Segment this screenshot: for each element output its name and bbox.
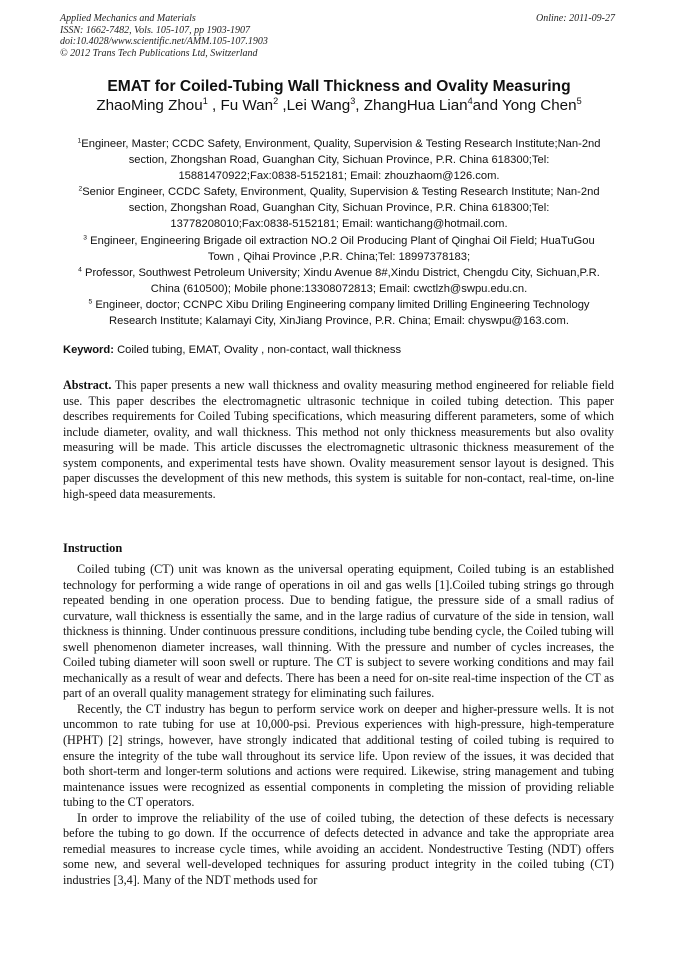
author-sup: 2 — [273, 95, 279, 106]
author-name: ZhaoMing Zhou — [96, 97, 203, 114]
affiliation — [70, 265, 608, 297]
author-name: Fu Wan — [220, 97, 274, 114]
affiliation — [70, 297, 608, 329]
author-sup: 5 — [576, 95, 582, 106]
affiliation-number: 4 — [78, 266, 82, 274]
author-sep: , — [278, 97, 287, 114]
author-sup: 3 — [350, 95, 356, 106]
abstract-text: This paper presents a new wall thickness and ovality measuring method engineered for reliable field use. This paper describes the electromagnetic ultrasonic technique in coiled tubing detection. This paper describes requirements for Coiled Tubing specifications, which measuring different parameters, some of which include diameter, ovality, and wall thickness. This method not only thickness measurements but also ovality measuring will be made. This article discusses the electromagnetic ultrasonic thickness measurement of the system components, and experimental tests have shown. Ovality measurement sensor layout is designed. This paper discusses the development of this new methods, this system is suitable for non-contact, real-time, on-line high-speed data measurements. — [63, 378, 614, 501]
keywords — [63, 344, 401, 356]
issn-line: ISSN: 1662-7482, Vols. 105-107, pp 1903-1907 — [60, 24, 250, 36]
author-name: ZhangHua Lian — [363, 97, 468, 114]
doi-line: doi:10.4028/www.scientific.net/AMM.105-107.1903 — [60, 36, 268, 47]
author-sup: 1 — [202, 95, 208, 106]
affiliation-number: 2 — [78, 185, 83, 193]
publication-meta — [60, 13, 268, 59]
affiliation-text: Senior Engineer, CCDC Safety, Environment, Quality, Supervision & Testing Research Institute; Nan-2nd section, Zhongshan Road, Guanghan City, Sichuan Province, P.R. China 618300;Tel: 13778208010;Fax:0838-5152181; Email: wantichang@hotmail.com. — [82, 186, 600, 231]
journal-name: Applied Mechanics and Materials — [60, 13, 196, 24]
section-heading: Instruction — [63, 541, 123, 555]
abstract-label: Abstract. — [63, 378, 112, 392]
author-name: Lei Wang — [286, 97, 351, 114]
author-sep: , — [355, 97, 364, 114]
affiliations — [70, 136, 608, 329]
affiliation — [70, 184, 608, 232]
author-sup: 4 — [467, 95, 473, 106]
affiliation-number: 3 — [83, 233, 88, 241]
paragraph: Coiled tubing (CT) unit was known as the universal operating equipment, Coiled tubing is an established technology for performing a wide range of operations in oil and gas wells [1].Coiled tubing strings go through repeated bending in one operation process. Due to bending fatigue, the pressure side of a small radius of curvature, wall thickness is essentially the same, and in the large radius of curvature of the side in tension, wall thickness is thinning. Under continuous pressure conditions, including tube bending cycle, the Coiled tubing will swell phenomenon diameter increases, wall thinning. With the pressure and number of cycles increases, the Coiled tubing diameter will soon swell or rupture. The CT is subject to severe working conditions and may fail mechanically as a result of wear and defects. There has been a need for on-site real-time inspection of the CT as part of an overall quality management strategy for eliminating such failures. — [63, 562, 614, 701]
author-name: Yong Chen — [501, 97, 577, 114]
online-date: Online: 2011-09-27 — [536, 13, 615, 24]
affiliation-text: Engineer, Master; CCDC Safety, Environment, Quality, Supervision & Testing Research Institute;Nan-2nd section, Zhongshan Road, Guanghan City, Sichuan Province, P.R. China 618300;Tel: 15881470922;Fax:0838-5152181; Email: zhouzhaom@126.com. — [81, 138, 601, 183]
body-text — [63, 562, 614, 888]
author-list — [0, 97, 678, 114]
affiliation-text: Professor, Southwest Petroleum University; Xindu Avenue 8#,Xindu District, Chengdu City, Sichuan,P.R. China (610500); Mobile phone:13308072813; Email: cwctlzh@swpu.edu.cn. — [81, 266, 600, 295]
affiliation-number: 1 — [77, 137, 82, 145]
paper-title: EMAT for Coiled-Tubing Wall Thickness and Ovality Measuring — [107, 78, 571, 95]
author-sep: and — [472, 97, 502, 114]
keyword-label: Keyword: — [63, 344, 114, 356]
keyword-text: Coiled tubing, EMAT, Ovality , non-contact, wall thickness — [113, 344, 402, 356]
affiliation — [70, 136, 608, 184]
affiliation — [70, 233, 608, 265]
paragraph: In order to improve the reliability of the use of coiled tubing, the detection of these defects is necessary before the tubing to go down. If the occurrence of defects detected in advance and take the appropriate area remedial measures to increase cycle times, while avoiding an accident. Nondestructive Testing (NDT) offers some new, and several well-developed techniques for assuring product integrity in the coiled tubing (CT) industries [3,4]. Many of the NDT methods used for — [63, 810, 614, 887]
affiliation-text: Engineer, doctor; CCNPC Xibu Driling Engineering company limited Drilling Engineering Technology Research Institute; Kalamayi City, XinJiang Province, P.R. China; Email: chyswpu@163.com. — [92, 298, 590, 328]
copyright-line: © 2012 Trans Tech Publications Ltd, Switzerland — [60, 47, 258, 59]
paragraph: Recently, the CT industry has begun to perform service work on deeper and higher-pressure wells. It is not uncommon to rate tubing for use at 10,000-psi. Previous experiences with high-pressure, high-temperature (HPHT) [2] strings, however, have strongly indicated that additional testing of coiled tubing is required to ensure the integrity of the tube wall throughout its service life. Upon review of the issues, it was decided that both short-term and longer-term solutions and actions were required. Likewise, string management and tubing maintenance issues were recognized as essential components in completing the mission of providing reliable tubing to the CT operators. — [63, 701, 614, 810]
author-sep: , — [207, 97, 221, 114]
abstract — [63, 378, 614, 502]
affiliation-text: Engineer, Engineering Brigade oil extraction NO.2 Oil Producing Plant of Qinghai Oil Field; HuaTuGou Town , Qihai Province ,P.R. China;Tel: 18997378183; — [87, 234, 595, 263]
affiliation-number: 5 — [88, 298, 93, 306]
